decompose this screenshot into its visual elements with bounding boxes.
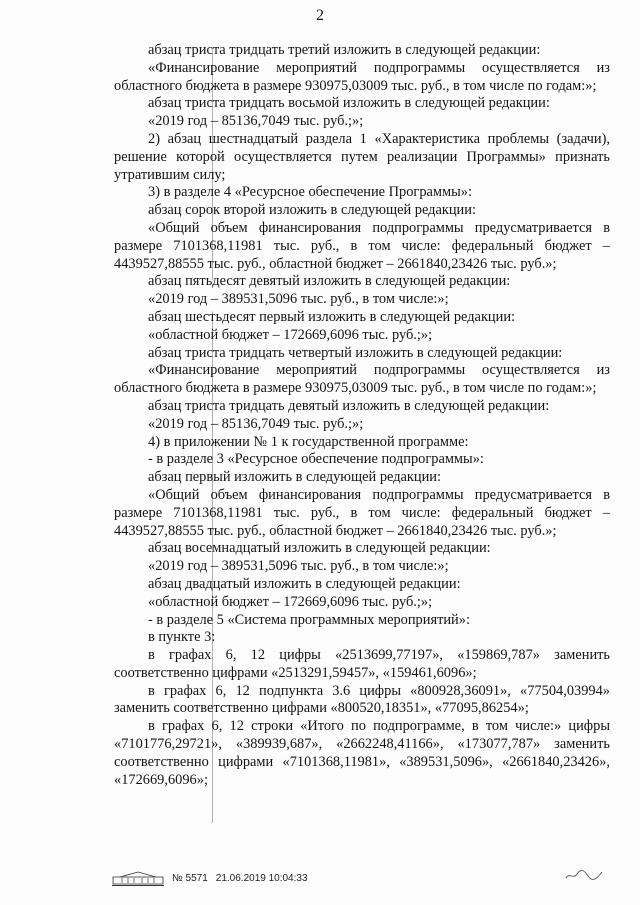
paragraph: абзац пятьдесят девятый изложить в следующей редакции:: [148, 273, 511, 290]
paragraph: абзац шестьдесят первый изложить в следующей редакции:: [148, 308, 516, 325]
paragraph: абзац первый изложить в следующей редакции:: [148, 469, 442, 486]
paragraph: «Финансирование мероприятий подпрограммы осуществляется из областного бюджета в размере 930975,03009 тыс. руб., в том числе по годам:»;: [114, 59, 610, 94]
paragraph: «2019 год – 389531,5096 тыс. руб., в том числе:»;: [148, 558, 449, 575]
paragraph: «2019 год – 85136,7049 тыс. руб.;»;: [148, 113, 364, 130]
paragraph: «2019 год – 389531,5096 тыс. руб., в том числе:»;: [148, 291, 449, 308]
registry-stamp-icon: [112, 871, 164, 886]
paragraph: в графах 6, 12 цифры «2513699,77197», «159869,787» заменить соответственно цифрами «2513291,59457», «159461,6096»;: [114, 647, 610, 681]
paragraph: «2019 год – 85136,7049 тыс. руб.;»;: [148, 415, 364, 432]
paragraph: абзац сорок второй изложить в следующей редакции:: [148, 202, 476, 219]
paragraph: 3) в разделе 4 «Ресурсное обеспечение Программы»:: [148, 184, 472, 201]
paragraph: - в разделе 3 «Ресурсное обеспечение подпрограммы»:: [148, 451, 484, 468]
registration-number: № 5571: [172, 872, 208, 884]
document-footer: [112, 868, 308, 888]
paragraph: в пункте 3:: [148, 629, 216, 646]
paragraph: 2) абзац шестнадцатый раздела 1 «Характеристика проблемы (задачи), решение которой осуществляется путем реализации Программы» признать утратившим силу;: [114, 130, 610, 183]
paragraph: абзац восемнадцатый изложить в следующей редакции:: [148, 540, 491, 557]
handwritten-mark-icon: [564, 866, 604, 889]
paragraph: «областной бюджет – 172669,6096 тыс. руб.;»;: [148, 593, 433, 610]
paragraph: абзац триста тридцать девятый изложить в следующей редакции:: [148, 397, 550, 414]
paragraph: «Общий объем финансирования подпрограммы предусматривается в размере 7101368,11981 тыс. руб., в том числе: федеральный бюджет – 4439527,88555 тыс. руб., областной бюджет – 2661840,23426 тыс. руб.»;: [114, 486, 610, 539]
paragraph: - в разделе 5 «Система программных мероприятий»:: [148, 611, 470, 628]
paragraph: в графах 6, 12 подпункта 3.6 цифры «800928,36091», «77504,03994» заменить соответственно цифрами «800520,18351», «77095,86254»;: [114, 682, 610, 717]
page-number: 2: [316, 7, 324, 24]
paragraph: «Финансирование мероприятий подпрограммы осуществляется из областного бюджета в размере 930975,03009 тыс. руб., в том числе по годам:»;: [114, 362, 610, 397]
paragraph: абзац двадцатый изложить в следующей редакции:: [148, 575, 461, 592]
paragraph: абзац триста тридцать восьмой изложить в следующей редакции:: [148, 95, 550, 112]
paragraph: в графах 6, 12 строки «Итого по подпрограмме, в том числе:» цифры «7101776,29721», «389939,687», «2662248,41166», «173077,787» заменить соответственно цифрами «7101368,11981», «389531,5096», «2661840,23426», «172669,6096»;: [114, 718, 610, 788]
paragraph: «областной бюджет – 172669,6096 тыс. руб.;»;: [148, 326, 433, 343]
paragraph: абзац триста тридцать четвертый изложить в следующей редакции:: [148, 344, 563, 361]
paragraph: 4) в приложении № 1 к государственной программе:: [148, 433, 469, 450]
registration-date: 21.06.2019 10:04:33: [215, 872, 308, 884]
paragraph: абзац триста тридцать третий изложить в следующей редакции:: [148, 42, 541, 58]
paragraph: «Общий объем финансирования подпрограммы предусматривается в размере 7101368,11981 тыс. руб., в том числе: федеральный бюджет – 4439527,88555 тыс. руб., областной бюджет – 2661840,23426 тыс. руб.»;: [114, 219, 610, 272]
document-body: [114, 42, 610, 789]
